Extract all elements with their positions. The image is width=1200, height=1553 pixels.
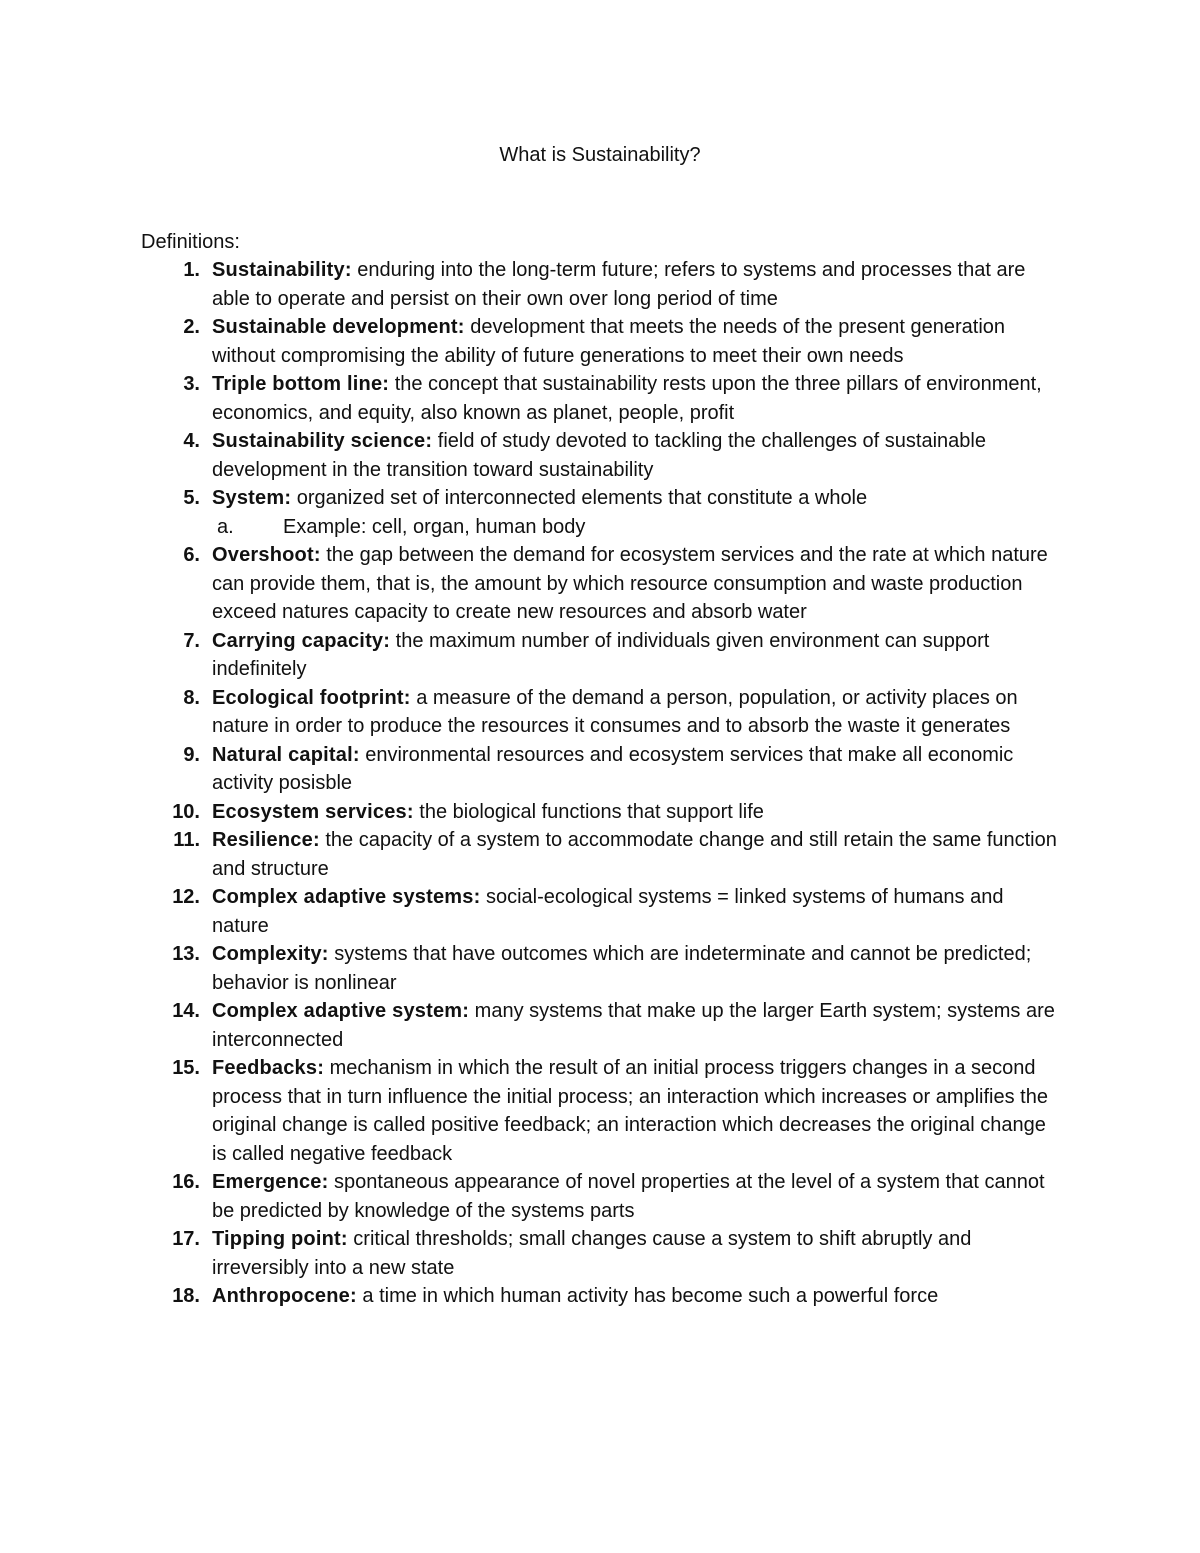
definition-item: [141, 313, 1061, 370]
definition-item: [141, 1282, 1061, 1311]
definition-text: organized set of interconnected elements that constitute a whole: [291, 487, 868, 509]
definition-item: [141, 684, 1061, 741]
definition-text: field of study devoted to tackling the challenges of sustainable development in the transition toward sustainability: [212, 430, 986, 481]
definition-term: Overshoot:: [212, 544, 321, 566]
definition-text: critical thresholds; small changes cause a system to shift abruptly and irreversibly into a new state: [212, 1228, 972, 1279]
definitions-list: [141, 256, 1061, 1311]
definition-text: mechanism in which the result of an initial process triggers changes in a second process that in turn influence the initial process; an interaction which increases or amplifies the original change is called positive feedback; an interaction which decreases the original change is called negative feedback: [212, 1057, 1048, 1165]
definition-term: Tipping point:: [212, 1228, 348, 1250]
definition-number: 12.: [172, 886, 200, 908]
definition-term: Sustainability:: [212, 259, 352, 281]
sub-item-letter: a.: [217, 515, 234, 538]
definition-term: Carrying capacity:: [212, 629, 391, 652]
definition-number: 11.: [173, 829, 200, 851]
definition-term: Complex adaptive system:: [212, 1000, 470, 1022]
definition-text: the biological functions that support life: [413, 800, 764, 823]
definition-item: [141, 627, 1061, 684]
definition-item: [141, 541, 1061, 627]
definition-number: 9.: [183, 743, 200, 766]
definition-number: 6.: [183, 544, 200, 566]
definition-text: the capacity of a system to accommodate change and still retain the same function and structure: [212, 829, 1057, 880]
definition-term: Sustainability science:: [212, 430, 433, 452]
definition-text: systems that have outcomes which are indeterminate and cannot be predicted; behavior is nonlinear: [212, 943, 1032, 994]
definition-term: Feedbacks:: [212, 1057, 325, 1079]
definition-item: [141, 1225, 1061, 1282]
definition-text: development that meets the needs of the present generation without compromising the ability of future generations to meet their own needs: [212, 316, 1006, 367]
definition-term: Complex adaptive systems:: [212, 886, 481, 908]
definition-item: [141, 997, 1061, 1054]
definition-term: Complexity:: [212, 943, 329, 965]
definition-item: [141, 1054, 1061, 1168]
definition-number: 18.: [172, 1285, 200, 1307]
definition-term: Anthropocene:: [212, 1285, 357, 1307]
definition-number: 2.: [183, 316, 200, 338]
definition-number: 3.: [183, 373, 200, 395]
definition-term: Emergence:: [212, 1171, 329, 1193]
definition-item: [141, 1168, 1061, 1225]
definition-item: [141, 826, 1061, 883]
definition-text: the concept that sustainability rests upon the three pillars of environment, economics, and equity, also known as planet, people, profit: [212, 373, 1042, 424]
sub-item-text: Example: cell, organ, human body: [283, 515, 586, 538]
definition-number: 16.: [172, 1171, 200, 1193]
definition-item: [141, 741, 1061, 798]
definition-item: [141, 940, 1061, 997]
definition-number: 1.: [183, 259, 200, 281]
definition-item: [141, 427, 1061, 484]
definition-item: [141, 883, 1061, 940]
definition-number: 8.: [183, 686, 200, 709]
definition-number: 14.: [172, 1000, 200, 1022]
sub-item: [212, 513, 1061, 542]
definition-term: Sustainable development:: [212, 316, 465, 338]
definition-item: [141, 484, 1061, 541]
definition-term: System:: [212, 487, 292, 509]
definition-text: the maximum number of individuals given environment can support indefinitely: [212, 629, 990, 680]
definition-number: 13.: [172, 943, 200, 965]
definition-text: enduring into the long-term future; refers to systems and processes that are able to operate and persist on their own over long period of time: [212, 259, 1026, 310]
definition-item: [141, 798, 1061, 827]
page-title: What is Sustainability?: [499, 144, 701, 166]
definition-number: 17.: [172, 1228, 200, 1250]
definition-text: spontaneous appearance of novel properties at the level of a system that cannot be predicted by knowledge of the systems parts: [212, 1171, 1045, 1222]
definition-term: Natural capital:: [212, 743, 360, 766]
definition-number: 4.: [183, 430, 200, 452]
definition-text: the gap between the demand for ecosystem services and the rate at which nature can provide them, that is, the amount by which resource consumption and waste production exceed natures capacity to create new resources and absorb water: [212, 544, 1048, 623]
definition-number: 5.: [183, 487, 200, 509]
definition-item: [141, 256, 1061, 313]
definition-term: Resilience:: [212, 829, 320, 851]
definition-text: social-ecological systems = linked systems of humans and nature: [212, 886, 1004, 937]
definition-text: environmental resources and ecosystem services that make all economic activity posisble: [212, 743, 1014, 794]
definition-term: Ecological footprint:: [212, 686, 411, 709]
definition-item: [141, 370, 1061, 427]
definition-text: a measure of the demand a person, population, or activity places on nature in order to produce the resources it consumes and to absorb the waste it generates: [212, 686, 1018, 737]
definition-number: 15.: [172, 1057, 200, 1079]
definition-term: Ecosystem services:: [212, 800, 414, 823]
definition-term: Triple bottom line:: [212, 373, 390, 395]
definition-text: many systems that make up the larger Earth system; systems are interconnected: [212, 1000, 1055, 1051]
section-label: Definitions:: [141, 231, 240, 253]
definition-text: a time in which human activity has become such a powerful force: [356, 1285, 939, 1307]
definition-number: 7.: [183, 629, 200, 652]
definition-number: 10.: [172, 800, 200, 823]
sub-list: [212, 513, 1061, 542]
